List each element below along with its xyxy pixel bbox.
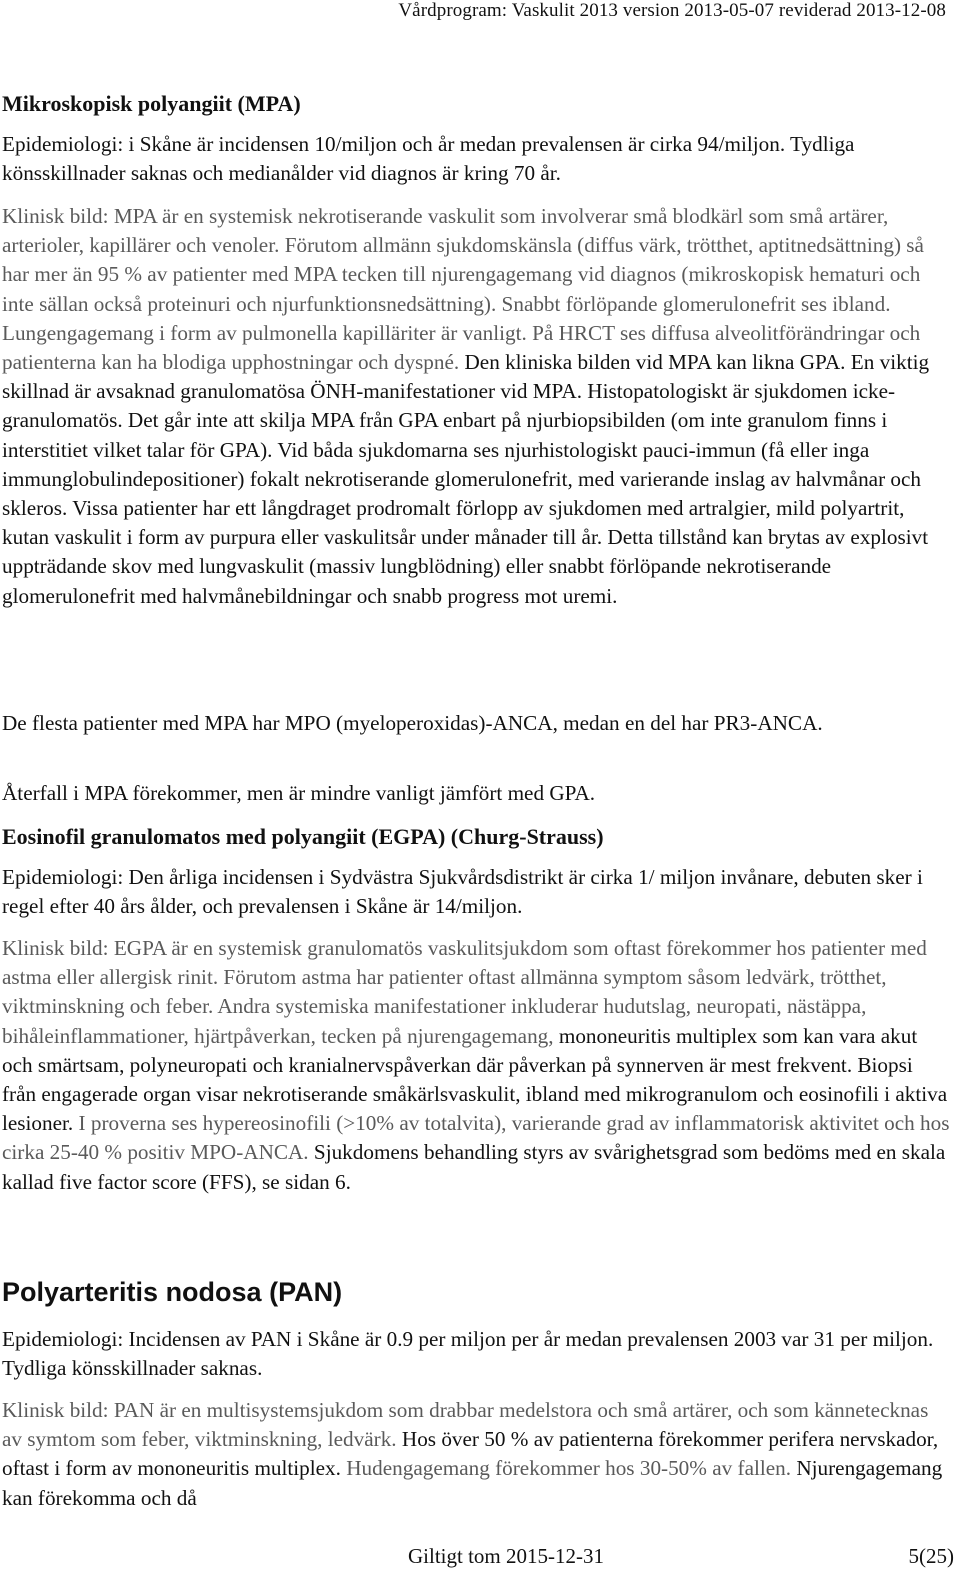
mpa-anca: De flesta patienter med MPA har MPO (myeloperoxidas)-ANCA, medan en del har PR3-ANCA. xyxy=(2,711,823,735)
footer-page-number: 5(25) xyxy=(908,1544,954,1568)
pan-clinical-part-3: Hudengagemang förekommer hos 30-50% av fallen. xyxy=(340,1456,792,1481)
mpa-clinical-part-1: Klinisk bild: MPA är en systemisk nekrotiserande vaskulit som involverar små blodkärl som små artärer, arterioler, kapillärer och venoler. Förutom allmänn sjukdomskänsla (diffus värk, trötthet, aptitnedsättning) så har mer än 95 % av patienter med MPA tecken till njurengagemang vid diagnos (mikroskopisk hematuri och inte sällan också proteinuri och njurfunktionsnedsättning). Snabbt förlöpande glomerulonefrit ses ibland. Lungengagemang i form av pulmonella kapilläriter är vanligt. På HRCT ses diffusa alveolitförändringar och patienterna kan ha blodiga upphostningar och dyspné. xyxy=(2,204,924,375)
egpa-clinical-part-1: Klinisk bild: EGPA är en systemisk granulomatös vaskulitsjukdom som oftast förekommer hos patienter med astma eller allergisk rinit. Förutom astma har patienter oftast allmänna symptom såsom ledvärk, trötthet, viktminskning och feber. Andra systemiska manifestationer inkluderar hudutslag, neuropati, nästäppa, bihåleinflammationer, hjärtpåverkan, tecken på njurengagemang, xyxy=(2,936,927,1048)
egpa-clinical-part-3: I proverna ses hypereosinofili (>10% av totalvita), varierande grad av inflammatorisk aktivitet och hos cirka 25-40 % positiv MPO-ANCA. xyxy=(2,1111,950,1165)
pan-heading: Polyarteritis nodosa (PAN) xyxy=(2,1277,343,1307)
egpa-heading: Eosinofil granulomatos med polyangiit (EGPA) (Churg-Strauss) xyxy=(2,824,604,849)
mpa-clinical xyxy=(2,202,950,611)
pan-epidemiology: Epidemiologi: Incidensen av PAN i Skåne är 0.9 per miljon per år medan prevalensen 2003 var 31 per miljon. Tydliga könsskillnader saknas. xyxy=(2,1327,934,1381)
mpa-relapse: Återfall i MPA förekommer, men är mindre vanligt jämfört med GPA. xyxy=(2,781,596,805)
mpa-clinical-part-2: Den kliniska bilden vid MPA kan likna GPA. En viktig skillnad är avsaknad granulomatösa ÖNH-manifestationer vid MPA. Histopatologiskt är sjukdomen icke-granulomatös. Det går inte att skilja MPA från GPA enbart på njurbiopsibilden (om inte granulom finns i interstitiet vilket talar för GPA). Vid båda sjukdomarna ses njurhistologiskt pauci-immun (få eller inga immunglobulindepositioner) fokalt nekrotiserande glomerulonefrit, med varierande inslag av halvmånar och skleros. Vissa patienter har ett långdraget prodromalt förlopp av sjukdomen med artralgier, mild polyartrit, kutan vaskulit i form av purpura eller vaskulitsår under månader till år. Detta tillstånd kan brytas av explosivt uppträdande skov med lungvaskulit (massiv lungblödning) eller snabbt förlöpande nekrotiserande glomerulonefrit med halvmånebildningar och snabb progress mot uremi. xyxy=(2,350,930,608)
pan-clinical xyxy=(2,1396,950,1513)
egpa-epidemiology: Epidemiologi: Den årliga incidensen i Sydvästra Sjukvårdsdistrikt är cirka 1/ miljon invånare, debuten sker i regel efter 40 års ålder, och prevalensen i Skåne är 14/miljon. xyxy=(2,865,923,919)
egpa-clinical-part-2: mononeuritis multiplex som kan vara akut och smärtsam, polyneuropati och kranialnervspåverkan där påverkan på synnerven är mest frekvent. Biopsi från engagerade organ visar nekrotiserande småkärlsvaskulit, ibland med mikrogranulom och eosinofili i aktiva lesioner. xyxy=(2,1023,948,1136)
pan-clinical-part-2: Hos över 50 % av patienterna förekommer perifera nervskador, oftast i form av mononeuritis multiplex. xyxy=(2,1427,939,1481)
mpa-heading: Mikroskopisk polyangiit (MPA) xyxy=(2,91,301,116)
footer-valid-until: Giltigt tom 2015-12-31 xyxy=(408,1544,604,1568)
document-header: Vårdprogram: Vaskulit 2013 version 2013-05-07 reviderad 2013-12-08 xyxy=(398,0,946,21)
mpa-epidemiology: Epidemiologi: i Skåne är incidensen 10/miljon och år medan prevalensen är cirka 94/miljon. Tydliga könsskillnader saknas och medianålder vid diagnos är kring 70 år. xyxy=(2,132,855,186)
egpa-clinical xyxy=(2,934,950,1197)
pan-clinical-part-4: Njurengagemang kan förekomma och då xyxy=(2,1456,943,1510)
egpa-clinical-part-4: Sjukdomens behandling styrs av svårighetsgrad som bedöms med en skala kallad five factor score (FFS), se sidan 6. xyxy=(2,1140,946,1194)
pan-clinical-part-1: Klinisk bild: PAN är en multisystemsjukdom som drabbar medelstora och små artärer, och som kännetecknas av symtom som feber, viktminskning, ledvärk. xyxy=(2,1398,929,1452)
